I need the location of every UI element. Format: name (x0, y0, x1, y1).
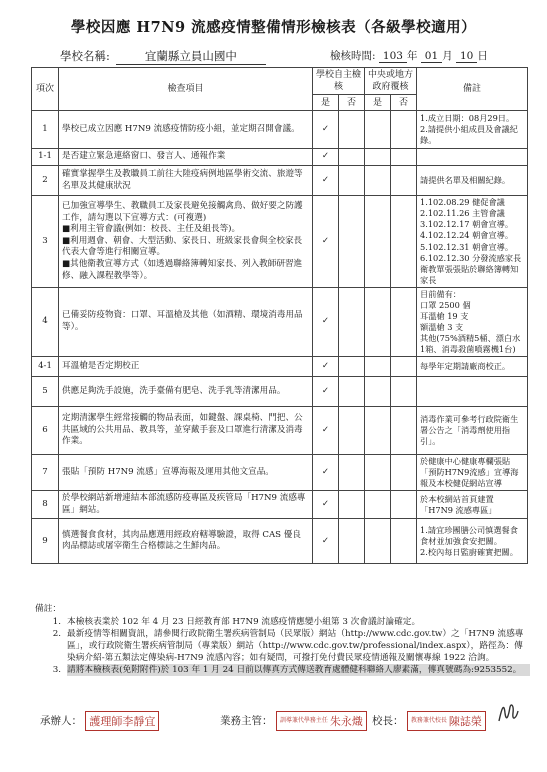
school-name-line (60, 48, 266, 65)
row-remark: 消毒作業可參考行政院衛生署公告之「消毒劑使用指引」。 (417, 407, 528, 455)
signature-row (40, 705, 520, 733)
table-row (32, 357, 528, 377)
row-self-yes: ✓ (313, 455, 339, 491)
row-self-no (339, 455, 365, 491)
header-gov-yes: 是 (365, 95, 391, 111)
row-gov-no (391, 491, 417, 519)
row-self-yes: ✓ (313, 407, 339, 455)
check-year: 103 (379, 50, 407, 63)
note-number: 3. (52, 665, 61, 675)
row-no: 3 (32, 196, 59, 288)
row-self-yes: ✓ (313, 111, 339, 149)
table-row (32, 377, 528, 407)
day-unit: 日 (477, 50, 488, 62)
note-text: 最新疫情等相關資訊，請參閱行政院衛生署疾病管制局（民眾版）網站（http://www.cdc.gov.tw）之「H7N9 流感專區」，或行政院衛生署疾病管制局（專業版）網站（http://www.cdc.gov.tw/professional/index.aspx），路徑為：傳染病介紹-第五類法定傳染病-H7N9 流感內容；如有疑問，可撥打免付費民眾疫情通報及關懷專線 1922 洽詢。 (67, 629, 524, 663)
row-self-no (339, 519, 365, 564)
note-item (35, 664, 530, 676)
row-self-yes: ✓ (313, 519, 339, 564)
table-row (32, 196, 528, 288)
principal-signature (372, 711, 486, 731)
principal-stamp-title: 教務兼代校長 (410, 716, 447, 724)
row-gov-yes (365, 287, 391, 356)
note-item (35, 616, 530, 628)
supervisor-stamp-title: 訓導兼代學務主任 (279, 716, 328, 724)
principal-label: 校長： (372, 715, 404, 727)
row-self-yes: ✓ (313, 287, 339, 356)
row-self-no (339, 111, 365, 149)
table-row (32, 491, 528, 519)
row-remark: 每學年定期請廠商校正。 (417, 357, 528, 377)
notes-section (35, 603, 530, 676)
check-time-label: 檢核時間: (330, 50, 376, 62)
supervisor-stamp-name: 朱永熾 (329, 715, 363, 728)
note-number: 2. (52, 629, 61, 639)
table-row (32, 407, 528, 455)
row-self-no (339, 407, 365, 455)
row-no: 9 (32, 519, 59, 564)
row-gov-no (391, 196, 417, 288)
document-title: 學校因應 H7N9 流感疫情整備情形檢核表（各級學校適用） (70, 19, 477, 36)
row-item: 供應足夠洗手設施，洗手臺備有肥皂、洗手乳等清潔用品。 (59, 377, 313, 407)
row-no: 5 (32, 377, 59, 407)
year-unit: 年 (406, 50, 418, 62)
row-gov-yes (365, 149, 391, 166)
row-item: 張貼「預防 H7N9 流感」宣導海報及運用其他文宣品。 (59, 455, 313, 491)
supervisor-signature (220, 711, 367, 731)
row-no: 6 (32, 407, 59, 455)
row-self-yes: ✓ (313, 377, 339, 407)
row-item: 已備妥防疫物資：口罩、耳溫槍及其他（如酒精、環境消毒用品等）。 (59, 287, 313, 356)
row-gov-yes (365, 377, 391, 407)
header-item: 檢查項目 (59, 68, 313, 111)
row-self-no (339, 166, 365, 196)
supervisor-stamp (276, 711, 367, 731)
row-gov-yes (365, 519, 391, 564)
row-item: 已加強宣導學生、教職員工及家長避免接觸禽鳥、做好要之防護工作，請勾選以下宣導方式：(可複選) ■利用主管會議(例如：校長、主任及組長等)。 ■利用週會、朝會、大型活動、家長日、班級家長會與全校家長代表大會等進行相關宣導。 ■其他衛教宣導方式（如透過聯絡簿轉知家長、列入教師研習進修、融入課程教學等）。 (59, 196, 313, 288)
handler-signature (40, 711, 159, 731)
handwritten-initial-mark (496, 699, 520, 727)
row-gov-no (391, 407, 417, 455)
row-item: 是否建立緊急連絡窗口、發言人、通報作業 (59, 149, 313, 166)
row-remark (417, 377, 528, 407)
header-gov-check: 中央或地方政府覆核 (365, 68, 417, 95)
row-gov-yes (365, 491, 391, 519)
table-row (32, 519, 528, 564)
row-item: 定期清潔學生經常接觸的物品表面，如鍵盤、課桌椅、門把、公共區域的公共用品、教具等，並穿戴手套及口罩進行清潔及消毒作業。 (59, 407, 313, 455)
row-self-yes: ✓ (313, 357, 339, 377)
note-text-highlighted: 請將本檢核表(免附附件)於 103 年 1 月 24 日前以傳真方式傳送教育處體健科聯絡人廖素滿，傳真號碼為:9253552。 (67, 664, 530, 676)
row-remark: 於健康中心健康專欄張貼「預防H7N9流感」宣導海報及本校健促網站宣導 (417, 455, 528, 491)
row-gov-yes (365, 196, 391, 288)
handler-stamp (85, 711, 159, 731)
row-self-yes: ✓ (313, 149, 339, 166)
row-gov-no (391, 519, 417, 564)
row-self-yes: ✓ (313, 196, 339, 288)
notes-heading: 備註： (35, 604, 62, 614)
row-gov-no (391, 166, 417, 196)
row-gov-yes (365, 455, 391, 491)
row-self-yes: ✓ (313, 491, 339, 519)
row-item: 學校已成立因應 H7N9 流感疫情防疫小組，並定期召開會議。 (59, 111, 313, 149)
header-no: 項次 (32, 68, 59, 111)
row-gov-no (391, 149, 417, 166)
row-no: 8 (32, 491, 59, 519)
handler-stamp-name: 護理師李靜宜 (89, 715, 156, 728)
row-self-no (339, 491, 365, 519)
row-self-no (339, 149, 365, 166)
header-remark: 備註 (417, 68, 528, 111)
school-name-value: 宜蘭縣立員山國中 (116, 48, 266, 65)
row-gov-yes (365, 166, 391, 196)
header-gov-no: 否 (391, 95, 417, 111)
principal-stamp-name: 陳誌榮 (448, 715, 482, 728)
row-gov-no (391, 287, 417, 356)
checklist-table (31, 67, 528, 564)
row-gov-no (391, 357, 417, 377)
row-item: 於學校網站新增連結本部流感防疫專區及疾管局「H7N9 流感專區」網站。 (59, 491, 313, 519)
row-remark: 目前備有： 口罩 2500 個 耳溫槍 19 支 額溫槍 3 支 其他(75%酒精5桶、漂白水1箱、消毒殺菌噴霧機1台) (417, 287, 528, 356)
row-self-yes: ✓ (313, 166, 339, 196)
principal-stamp (407, 711, 486, 731)
month-unit: 月 (442, 50, 453, 62)
row-self-no (339, 287, 365, 356)
row-item: 慎選餐食食材，其肉品應選用經政府轄導驗證，取得 CAS 優良肉品標誌或屠宰衛生合格標誌之生鮮肉品。 (59, 519, 313, 564)
row-gov-yes (365, 357, 391, 377)
row-remark: 1.成立日期：08月29日。 2.請提供小組成員及會議紀錄。 (417, 111, 528, 149)
table-row (32, 455, 528, 491)
row-gov-yes (365, 407, 391, 455)
row-gov-yes (365, 111, 391, 149)
row-item: 確實掌握學生及教職員工前往大陸疫病例地區學術交流、旅遊等名單及其健康狀況 (59, 166, 313, 196)
row-remark: 請提供名單及相關紀錄。 (417, 166, 528, 196)
row-remark: 1.請宜珍團膳公司慎選餐食食材並加強食安把關。 2.校內每日監廚確實把關。 (417, 519, 528, 564)
row-gov-no (391, 455, 417, 491)
note-number: 1. (52, 617, 61, 627)
note-item (35, 628, 530, 664)
row-gov-no (391, 111, 417, 149)
school-name-label: 學校名稱: (60, 49, 110, 63)
table-row (32, 287, 528, 356)
handler-label: 承辦人： (40, 715, 82, 727)
note-text: 本檢核表業於 102 年 4 月 23 日經教育部 H7N9 流感疫情應變小組第 3 次會議討論確定。 (67, 617, 421, 627)
check-day: 10 (456, 50, 477, 63)
header-self-no: 否 (339, 95, 365, 111)
row-remark: 1.102.08.29 健促會議 2.102.11.26 主管會議 3.102.12.17 朝會宣導。 4.102.12.24 朝會宣導。 5.102.12.31 朝會宣導。 6.102.12.30 分發流感家長衛教單張張貼於聯絡簿轉知家長 (417, 196, 528, 288)
row-no: 1 (32, 111, 59, 149)
row-gov-no (391, 377, 417, 407)
table-row (32, 149, 528, 166)
header-self-yes: 是 (313, 95, 339, 111)
row-no: 2 (32, 166, 59, 196)
table-row (32, 166, 528, 196)
row-self-no (339, 196, 365, 288)
supervisor-label: 業務主管： (220, 715, 273, 727)
row-no: 4-1 (32, 357, 59, 377)
row-item: 耳溫槍是否定期校正 (59, 357, 313, 377)
table-row (32, 111, 528, 149)
row-no: 7 (32, 455, 59, 491)
check-time-line (330, 48, 488, 63)
row-self-no (339, 377, 365, 407)
row-remark (417, 149, 528, 166)
row-self-no (339, 357, 365, 377)
row-no: 4 (32, 287, 59, 356)
row-no: 1-1 (32, 149, 59, 166)
header-self-check: 學校自主檢核 (313, 68, 365, 95)
row-remark: 於本校網站首頁建置「H7N9 流感專區」 (417, 491, 528, 519)
check-month: 01 (421, 50, 442, 63)
